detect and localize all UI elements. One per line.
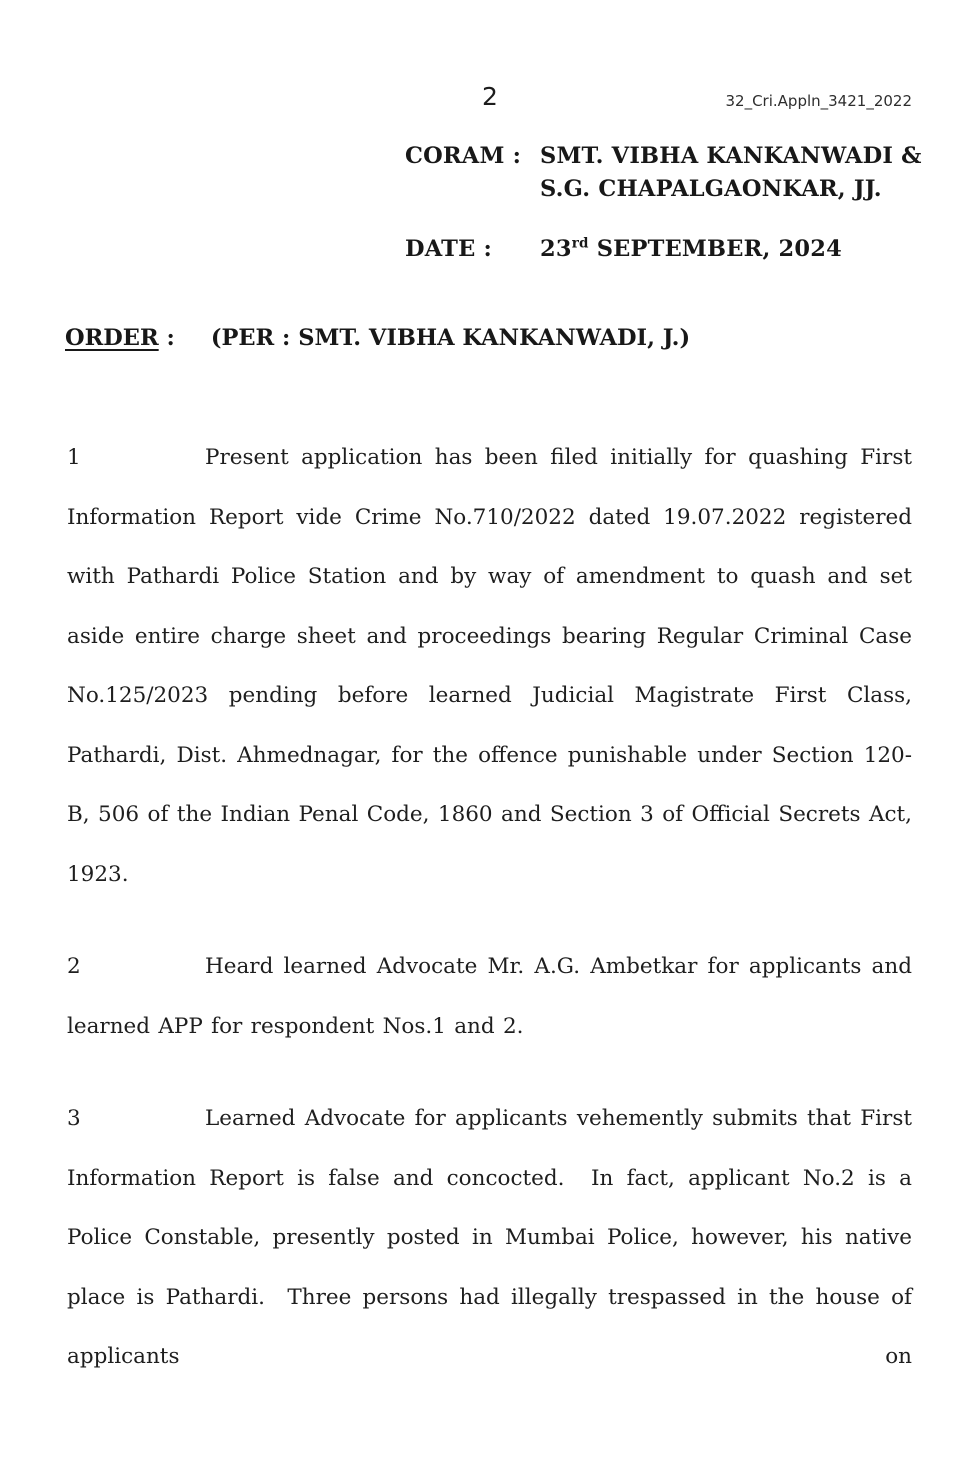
coram-label: CORAM : [405, 143, 522, 169]
order-colon: : [158, 325, 175, 351]
page-number: 2 [482, 82, 498, 111]
date-rest: SEPTEMBER, 2024 [588, 236, 842, 262]
order-paragraph [67, 428, 921, 904]
coram-block [405, 140, 922, 206]
coram-judge-2: S.G. CHAPALGAONKAR, JJ. [540, 176, 882, 202]
coram-label-spacer [405, 173, 540, 206]
order-paragraph [67, 1089, 921, 1387]
paragraph-number: 2 [67, 954, 81, 979]
date-day: 23 [540, 236, 572, 262]
paragraph-number: 3 [67, 1106, 81, 1131]
order-heading [65, 322, 690, 355]
coram-judge-1: SMT. VIBHA KANKANWADI & [540, 143, 922, 169]
date-label: DATE : [405, 236, 492, 262]
order-label: ORDER [65, 325, 159, 351]
paragraph-text: Heard learned Advocate Mr. A.G. Ambetkar for applicants and learned APP for respondent Nos.1 and 2. [67, 954, 921, 1039]
paragraph-number: 1 [67, 445, 81, 470]
order-paragraph [67, 937, 921, 1056]
per-judge-text: (PER : SMT. VIBHA KANKANWADI, J.) [210, 325, 691, 351]
case-reference: 32_Cri.Appln_3421_2022 [725, 92, 912, 110]
paragraph-text: Learned Advocate for applicants vehemently submits that First Information Report is false and concocted. In fact, applicant No.2 is a Police Constable, presently posted in Mumbai Police, however, his native place is Pathardi. Three persons had illegally trespassed in the house of applicants on [67, 1106, 921, 1369]
date-block [405, 233, 842, 266]
order-body [67, 428, 921, 1420]
date-ordinal: rd [571, 235, 589, 252]
paragraph-text: Present application has been filed initially for quashing First Information Report vide Crime No.710/2022 dated 19.07.2022 registered with Pathardi Police Station and by way of amendment to quash and set aside entire charge sheet and proceedings bearing Regular Criminal Case No.125/2023 pending before learned Judicial Magistrate First Class, Pathardi, Dist. Ahmednagar, for the offence punishable under Section 120-B, 506 of the Indian Penal Code, 1860 and Section 3 of Official Secrets Act, 1923. [67, 445, 921, 887]
date-value [540, 233, 842, 266]
